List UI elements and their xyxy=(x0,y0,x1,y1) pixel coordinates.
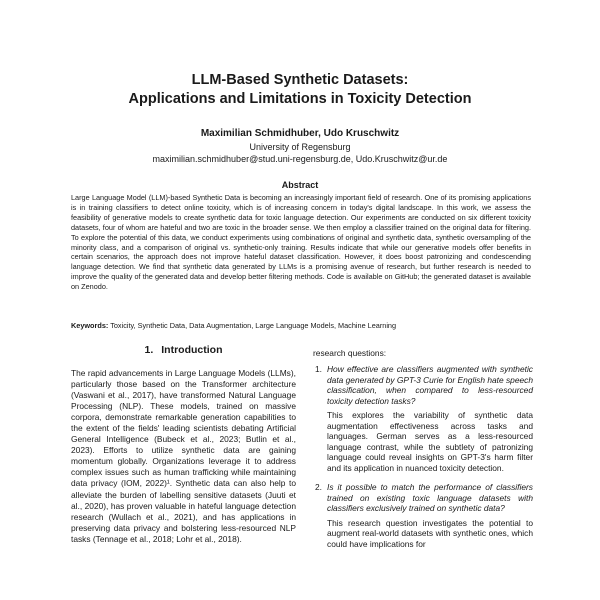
section-number: 1. xyxy=(144,344,154,356)
introduction-paragraph: The rapid advancements in Large Language Models (LLMs), particularly those based on the Transformer architecture (Vaswani et al., 2017), have transformed Natural Language Processing (NLP). These models, trained on massive corpora, demonstrate remarkable generation capabilities to the extent of the fields' leading scientists debating Artificial General Intelligence (Bubeck et al., 2023; Butlin et al., 2023). Efforts to utilize synthetic data are gaining momentum globally. Organizations leverage it to address complex issues such as human trafficking while maintaining data privacy (IOM, 2022)¹. Synthetic data can also help to alleviate the burden of labelling sensitive datasets (Juuti et al., 2020), has proven valuable in hateful language detection research (Wullach et al., 2021), and has applications in preserving data privacy and bolstering less-resourced NLP tasks (Tennage et al., 2018; Lohr et al., 2018). xyxy=(71,368,296,544)
rq-number: 2. xyxy=(315,482,322,492)
keywords-text: Toxicity, Synthetic Data, Data Augmentation, Large Language Models, Machine Learning xyxy=(110,321,397,330)
research-questions-lead: research questions: xyxy=(313,348,387,358)
section-title: Introduction xyxy=(161,344,223,356)
section-heading-introduction xyxy=(71,343,296,357)
rq-number: 1. xyxy=(315,364,322,374)
rq-question: Is it possible to match the performance of classifiers trained on existing toxic language datasets with classifiers exclusively trained on synthetic data? xyxy=(327,482,533,513)
paper-title-line-1: LLM-Based Synthetic Datasets: xyxy=(191,72,409,88)
abstract-text: Large Language Model (LLM)-based Synthetic Data is becoming an increasingly important field of research. One of its promising applications is in training classifiers to detect online toxicity, which is of increasing concern in today's digital landscape. In this work, we assess the feasibility of generative models to create synthetic data for toxic language detection. Our experiments are conducted on six different toxicity datasets, four of whom are hateful and two are toxic in the broader sense. We then employ a classifier trained on the original data for filtering. To explore the potential of this data, we conduct experiments using combinations of original and synthetic data, synthetic oversampling of the minority class, and a comparison of original vs. synthetic-only training. Results indicate that while our generative models offer benefits in certain scenarios, the approach does not improve hateful dataset classification. However, it does boost patronizing and condescending language detection. We find that synthetic data generated by LLMs is a promising avenue of research, but further research is needed to improve the quality of the generated data and develop better filtering methods. Code is available on GitHub; the generated dataset is available on Zenodo. xyxy=(71,193,531,292)
keywords xyxy=(71,321,531,331)
research-question-2 xyxy=(313,482,533,549)
paper-title-line-2: Applications and Limitations in Toxicity Detection xyxy=(128,91,472,107)
affiliation: University of Regensburg xyxy=(249,142,351,152)
left-column xyxy=(71,343,296,545)
research-question-1 xyxy=(313,364,533,473)
rq-question: How effective are classifiers augmented with synthetic data generated by GPT-3 Curie for English hate speech classification, when compared to less-resourced toxicity detection tasks? xyxy=(327,364,533,406)
rq-explanation: This research question investigates the potential to augment real-world datasets with synthetic ones, which could have implications for xyxy=(327,517,533,549)
keywords-label: Keywords: xyxy=(71,321,109,330)
right-column xyxy=(313,348,533,549)
author-emails: maximilian.schmidhuber@stud.uni-regensburg.de, Udo.Kruschwitz@ur.de xyxy=(152,154,448,164)
authors: Maximilian Schmidhuber, Udo Kruschwitz xyxy=(200,128,400,139)
rq-explanation: This explores the variability of synthetic data augmentation effectiveness across tasks and languages. German serves as a less-resourced language contrast, while the subtlety of patronizing language could reveal insights on GPT-3's harm filter and its application in nuanced toxicity detection. xyxy=(327,410,533,473)
abstract-heading: Abstract xyxy=(281,180,319,190)
